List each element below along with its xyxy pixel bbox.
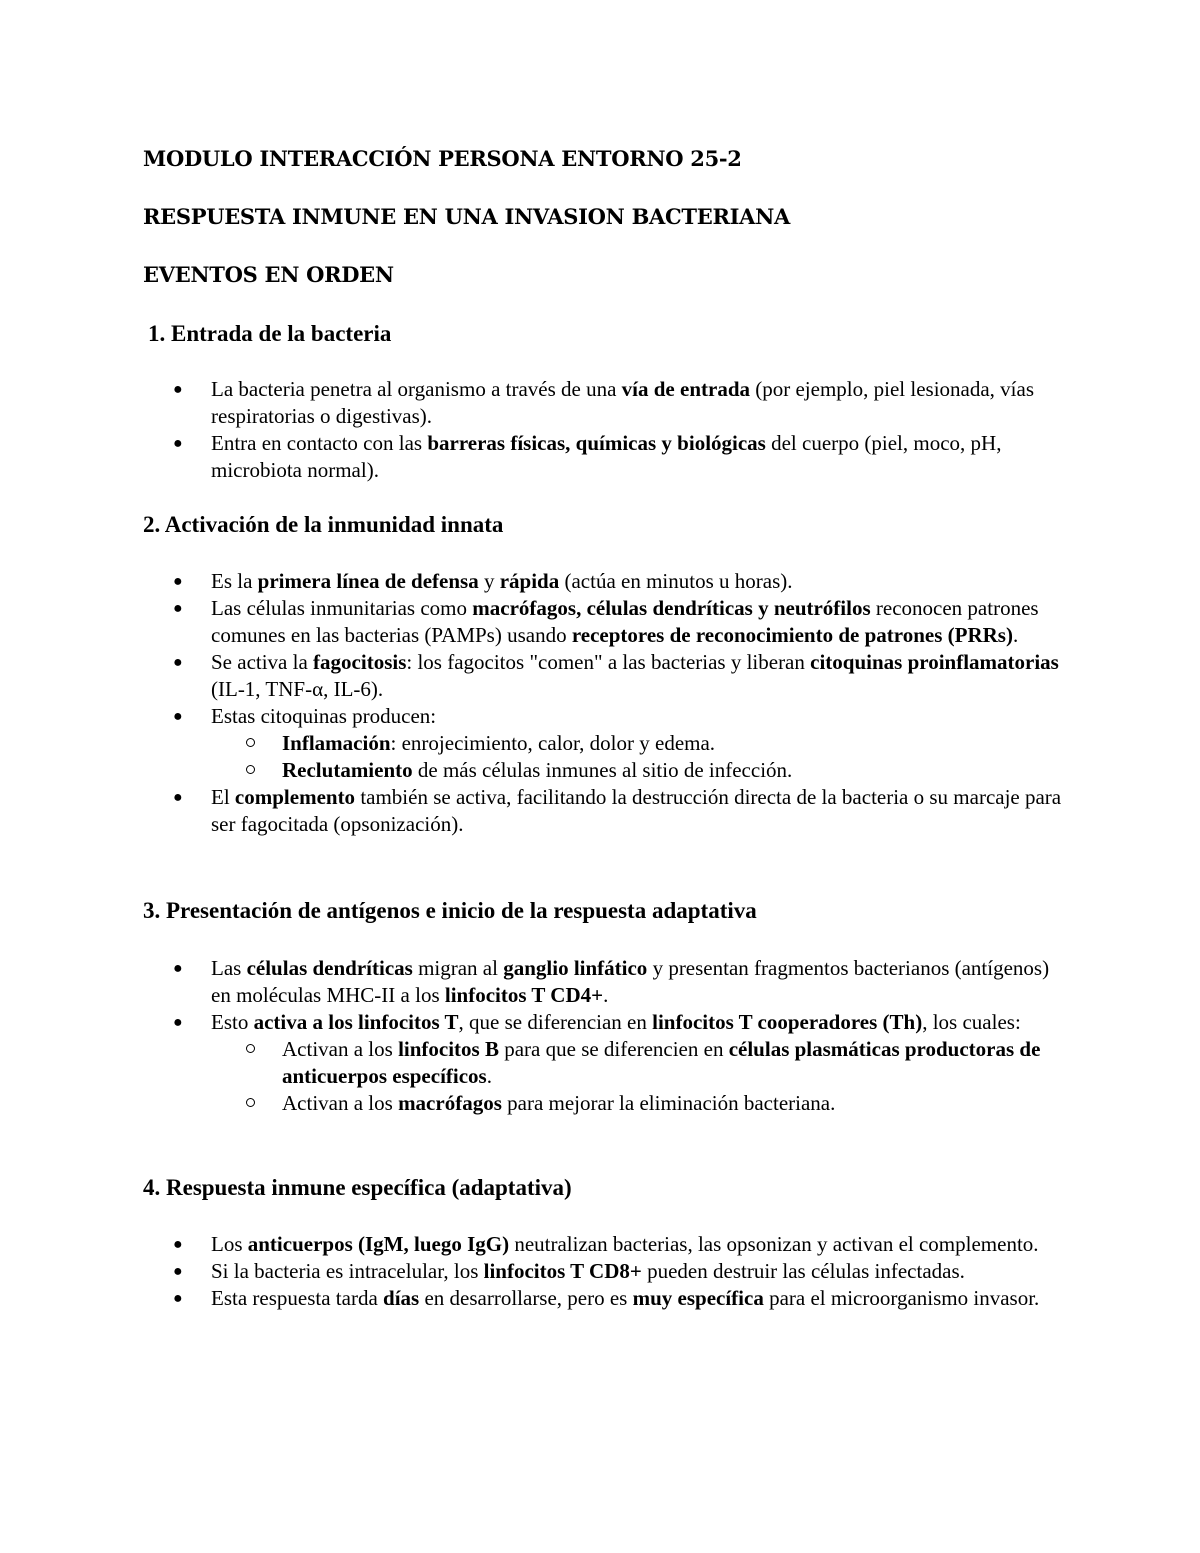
- text-run: Se activa la: [211, 650, 314, 674]
- sub-bullet-item: [0, 730, 1072, 757]
- bullet-item: [0, 955, 1071, 1009]
- bullet-item: [0, 568, 1071, 595]
- bullet-marker: ●: [173, 600, 183, 617]
- bold-text: días: [383, 1286, 420, 1310]
- text-run: .: [486, 1064, 492, 1088]
- sub-bullet-item: [0, 1090, 1072, 1117]
- bullet-item: [0, 649, 1071, 703]
- text-run: : los fagocitos "comen" a las bacterias y liberan: [406, 650, 811, 674]
- bold-text: complemento: [234, 785, 356, 809]
- bullet-item: [0, 430, 1071, 484]
- bold-text: vía de entrada: [621, 377, 750, 401]
- bold-text: activa a los linfocitos T: [253, 1010, 459, 1034]
- bullet-item: [0, 1258, 1071, 1285]
- text-run: (por ejemplo, piel lesionada, vías respiratorias o digestivas).: [211, 377, 1035, 428]
- section-3-list: [0, 955, 1200, 1117]
- text-run: (actúa en minutos u horas).: [559, 569, 793, 593]
- text-run: Estas citoquinas producen:: [211, 704, 437, 728]
- text-run: de más células inmunes al sitio de infección.: [412, 758, 793, 782]
- bullet-marker: ●: [173, 1290, 183, 1307]
- text-run: Activan a los: [282, 1037, 399, 1061]
- text-run: Esto: [211, 1010, 254, 1034]
- text-run: para mejorar la eliminación bacteriana.: [501, 1091, 836, 1115]
- section-3-title: 3. Presentación de antígenos e inicio de la respuesta adaptativa: [143, 898, 757, 923]
- text-run: también se activa, facilitando la destrucción directa de la bacteria o su marcaje para ser fagocitada (opsonización).: [211, 785, 1062, 836]
- bold-text: macrófagos, células dendríticas y neutrófilos: [472, 596, 871, 620]
- bold-text: fagocitosis: [313, 650, 407, 674]
- bullet-marker: ●: [173, 435, 183, 452]
- bold-text: linfocitos T CD4+: [444, 983, 604, 1007]
- bullet-marker: ●: [173, 708, 183, 725]
- text-run: (IL-1, TNF-α, IL-6).: [211, 677, 384, 701]
- bold-text: Inflamación: [282, 731, 391, 755]
- bold-text: macrófagos: [398, 1091, 502, 1115]
- text-run: neutralizan bacterias, las opsonizan y activan el complemento.: [509, 1232, 1039, 1256]
- text-run: y: [478, 569, 500, 593]
- section-1-title: 1. Entrada de la bacteria: [148, 321, 392, 346]
- bold-text: células dendríticas: [246, 956, 413, 980]
- text-run: Es la: [211, 569, 258, 593]
- bold-text: linfocitos T CD8+: [483, 1259, 642, 1283]
- text-run: Entra en contacto con las: [211, 431, 428, 455]
- text-run: Las células inmunitarias como: [211, 596, 473, 620]
- text-run: , los cuales:: [922, 1010, 1021, 1034]
- text-run: para el microorganismo invasor.: [763, 1286, 1040, 1310]
- section-1-list: [0, 376, 1200, 484]
- events-heading: EVENTOS EN ORDEN: [143, 262, 394, 287]
- bullet-marker: ●: [173, 573, 183, 590]
- text-run: El: [211, 785, 235, 809]
- bold-text: Reclutamiento: [282, 758, 413, 782]
- bullet-item: [0, 1231, 1071, 1258]
- text-run: migran al: [412, 956, 504, 980]
- text-run: Si la bacteria es intracelular, los: [211, 1259, 484, 1283]
- bold-text: células plasmáticas productoras de anticuerpos específicos: [282, 1037, 1041, 1088]
- sub-bullet-marker: [246, 1044, 255, 1053]
- bold-text: barreras físicas, químicas y biológicas: [427, 431, 766, 455]
- bold-text: anticuerpos (IgM, luego IgG): [247, 1232, 510, 1256]
- sub-bullet-item: [0, 757, 1072, 784]
- text-run: para que se diferencien en: [498, 1037, 729, 1061]
- bullet-item: [0, 703, 1071, 730]
- text-run: y presentan fragmentos bacterianos (antígenos) en moléculas MHC-II a los: [211, 956, 1050, 1007]
- bullet-marker: ●: [173, 381, 183, 398]
- bold-text: rápida: [499, 569, 560, 593]
- bold-text: primera línea de defensa: [257, 569, 479, 593]
- bullet-marker: ●: [173, 789, 183, 806]
- section-2-list: [0, 568, 1200, 838]
- text-run: La bacteria penetra al organismo a través de una: [211, 377, 622, 401]
- bullet-item: [0, 1285, 1071, 1312]
- topic-title: RESPUESTA INMUNE EN UNA INVASION BACTERIANA: [143, 204, 791, 229]
- bullet-marker: ●: [173, 1236, 183, 1253]
- bullet-marker: ●: [173, 1263, 183, 1280]
- bold-text: linfocitos T cooperadores (Th): [652, 1010, 923, 1034]
- sub-bullet-marker: [246, 738, 255, 747]
- section-2-title: 2. Activación de la inmunidad innata: [143, 512, 504, 537]
- text-run: , que se diferencian en: [458, 1010, 653, 1034]
- bullet-marker: ●: [173, 1014, 183, 1031]
- bullet-marker: ●: [173, 960, 183, 977]
- bullet-item: [0, 595, 1071, 649]
- text-run: del cuerpo (piel, moco, pH, microbiota normal).: [211, 431, 1002, 482]
- sub-bullet-item: [0, 1036, 1072, 1090]
- text-run: .: [603, 983, 609, 1007]
- bullet-item: [0, 1009, 1071, 1036]
- section-4-title: 4. Respuesta inmune específica (adaptativa): [143, 1175, 572, 1200]
- bullet-item: [0, 784, 1071, 838]
- bold-text: ganglio linfático: [503, 956, 648, 980]
- text-run: Los: [211, 1232, 248, 1256]
- text-run: Esta respuesta tarda: [211, 1286, 384, 1310]
- text-run: : enrojecimiento, calor, dolor y edema.: [390, 731, 716, 755]
- text-run: pueden destruir las células infectadas.: [641, 1259, 965, 1283]
- text-run: .: [1012, 623, 1019, 647]
- bold-text: muy específica: [632, 1286, 764, 1310]
- text-run: en desarrollarse, pero es: [419, 1286, 633, 1310]
- text-run: Activan a los: [282, 1091, 399, 1115]
- sub-bullet-marker: [246, 1098, 255, 1107]
- text-run: reconocen patrones comunes en las bacterias (PAMPs) usando: [211, 596, 1039, 647]
- bullet-marker: ●: [173, 654, 183, 671]
- bold-text: citoquinas proinflamatorias: [810, 650, 1059, 674]
- section-4-list: [0, 1231, 1200, 1312]
- bold-text: linfocitos B: [398, 1037, 499, 1061]
- bold-text: receptores de reconocimiento de patrones (PRRs): [571, 623, 1013, 647]
- sub-bullet-marker: [246, 765, 255, 774]
- text-run: Las: [211, 956, 247, 980]
- bullet-item: [0, 376, 1071, 430]
- module-title: MODULO INTERACCIÓN PERSONA ENTORNO 25-2: [143, 146, 742, 171]
